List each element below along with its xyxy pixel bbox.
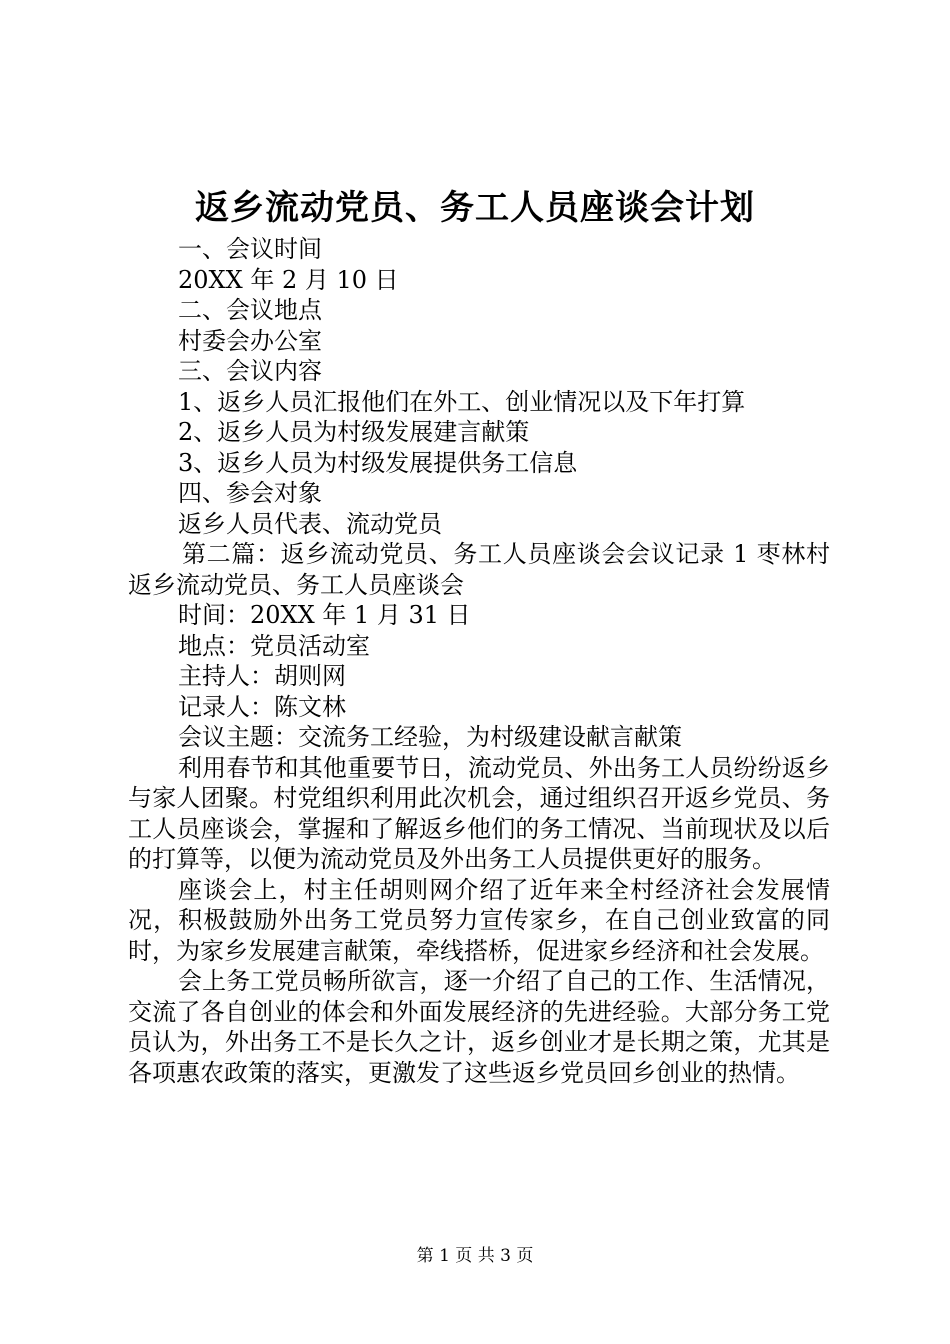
paragraph-2: 座谈会上，村主任胡则网介绍了近年来全村经济社会发展情况，积极鼓励外出务工党员努力宣传家乡，在自己创业致富的同时，为家乡发展建言献策，牵线搭桥，促进家乡经济和社会发展。 — [128, 875, 830, 965]
section-heading-location: 二、会议地点 — [178, 296, 322, 324]
section-heading-content: 三、会议内容 — [178, 357, 322, 385]
content-item-2: 2、返乡人员为村级发展建言献策 — [178, 418, 530, 446]
record-theme: 会议主题：交流务工经验，为村级建设献言献策 — [178, 723, 682, 751]
page-footer: 第 1 页 共 3 页 — [416, 1246, 534, 1266]
section2-heading: 第二篇：返乡流动党员、务工人员座谈会会议记录 1 枣林村返乡流动党员、务工人员座谈会 — [128, 540, 830, 599]
document-body — [128, 234, 830, 1088]
document-title: 返乡流动党员、务工人员座谈会计划 — [195, 188, 755, 228]
section-heading-attendees: 四、参会对象 — [178, 479, 322, 507]
record-location: 地点：党员活动室 — [178, 631, 370, 660]
record-recorder: 记录人：陈文林 — [178, 692, 346, 721]
meeting-date: 20XX 年 2 月 10 日 — [178, 265, 399, 294]
content-item-3: 3、返乡人员为村级发展提供务工信息 — [178, 448, 578, 477]
content-item-1: 1、返乡人员汇报他们在外工、创业情况以及下年打算 — [178, 387, 746, 416]
record-time: 时间：20XX 年 1 月 31 日 — [178, 601, 471, 629]
meeting-location: 村委会办公室 — [178, 326, 322, 355]
record-host: 主持人：胡则网 — [178, 662, 346, 690]
section-heading-time: 一、会议时间 — [178, 235, 322, 263]
paragraph-3: 会上务工党员畅所欲言，逐一介绍了自己的工作、生活情况，交流了各自创业的体会和外面发展经济的先进经验。大部分务工党员认为，外出务工不是长久之计，返乡创业才是长期之策，尤其是各项惠农政策的落实，更激发了这些返乡党员回乡创业的热情。 — [128, 967, 830, 1087]
paragraph-1: 利用春节和其他重要节日，流动党员、外出务工人员纷纷返乡与家人团聚。村党组织利用此次机会，通过组织召开返乡党员、务工人员座谈会，掌握和了解返乡他们的务工情况、当前现状及以后的打算等，以便为流动党员及外出务工人员提供更好的服务。 — [128, 753, 830, 873]
attendees: 返乡人员代表、流动党员 — [178, 509, 442, 538]
